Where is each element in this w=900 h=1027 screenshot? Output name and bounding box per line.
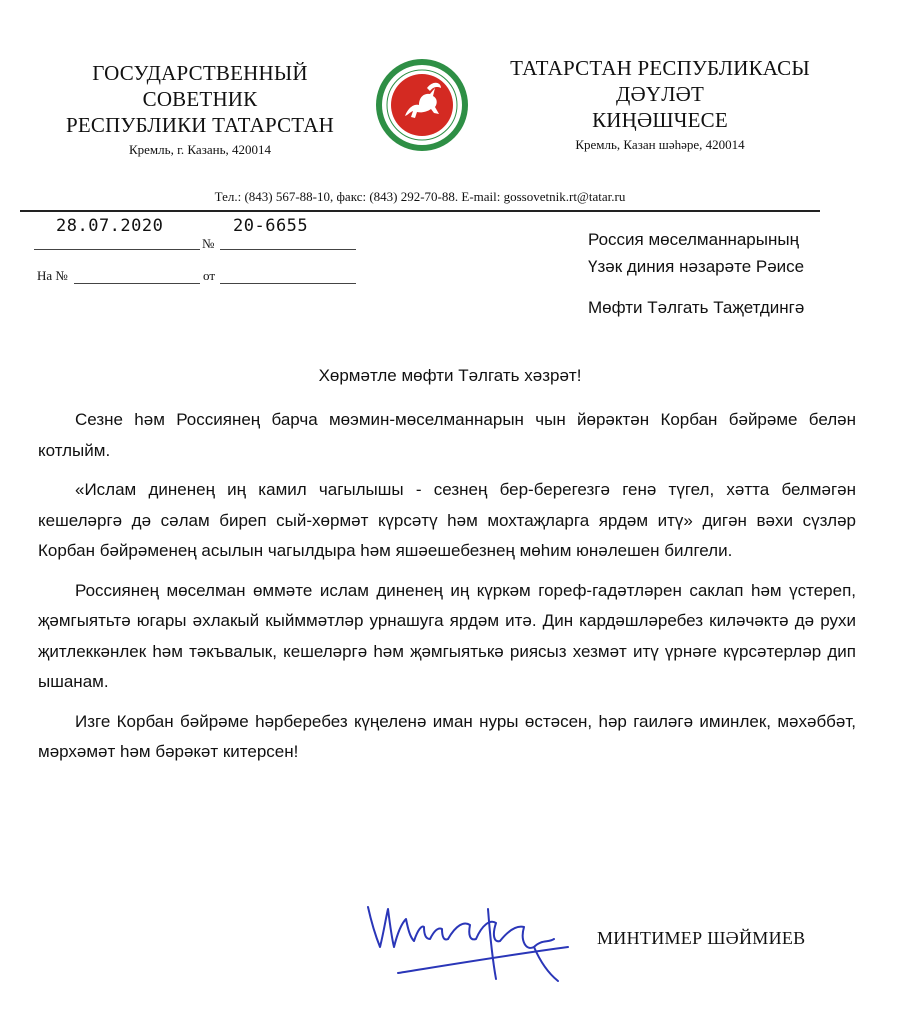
header-divider bbox=[20, 210, 820, 212]
signer-name: МИНТИМЕР ШӘЙМИЕВ bbox=[597, 928, 806, 948]
greeting: Хөрмәтле мөфти Тәлгать хәзрәт! bbox=[318, 366, 582, 385]
addressee-line3: Мөфти Тәлгать Таҗетдингә bbox=[588, 298, 805, 317]
addressee-line2: Үзәк диния нәзарәте Рәисе bbox=[588, 257, 805, 276]
paragraph: «Ислам диненең иң камил чагылышы - сезнең бер-берегезгә генә түгел, хәтта белмәгән кешеләргә дә сәлам биреп сый-хөрмәт күрсәтү һәм мохтаҗларга ярдәм итү» дигән вәхи сүзләр Корбан бәйрәменең асылын чагылдыра һәм яшәешебезнең мөһим юнәлешен билгели. bbox=[38, 480, 856, 560]
org-name-ru-line2: СОВЕТНИК bbox=[142, 87, 258, 111]
org-name-tt-line1: ТАТАРСТАН РЕСПУБЛИКАСЫ bbox=[510, 56, 810, 80]
letterhead-tatar bbox=[480, 55, 840, 153]
org-name-ru-line1: ГОСУДАРСТВЕННЫЙ bbox=[92, 61, 308, 85]
letter-body bbox=[38, 405, 856, 777]
number-underline bbox=[220, 249, 356, 250]
handwritten-signature bbox=[358, 895, 578, 1005]
date-underline bbox=[34, 249, 200, 250]
paragraph: Изге Корбан бәйрәме һәрберебез күңеленә иман нуры өстәсен, һәр гаиләгә иминлек, мәхәббәт, мәрхәмәт һәм бәрәкәт китерсен! bbox=[38, 711, 856, 761]
address-tt: Кремль, Казан шәһәре, 420014 bbox=[575, 137, 745, 152]
addressee-line1: Россия мөселманнарының bbox=[588, 230, 799, 249]
registration-date: 28.07.2020 bbox=[56, 216, 164, 236]
number-label: № bbox=[202, 236, 215, 251]
reference-label: На № bbox=[37, 268, 68, 283]
paragraph: Сезне һәм Россиянең барча мөэмин-мөселманнарын чын йөрәктән Корбан бәйрәме белән котлыйм. bbox=[38, 410, 856, 460]
letterhead-russian bbox=[40, 60, 360, 158]
paragraph: Россиянең мөселман өммәте ислам диненең иң күркәм гореф-гадәтләрен саклап һәм үстереп, җәмгыятьтә югары әхлакый кыйммәтләр урнашуга ярдәм итә. Дин кардәшләребез киләчәктә дә рухи җитлеккәнлек һәм тәкъвалык, кешеләргә һәм җәмгыятькә риясыз хезмәт итү үрнәге күрсәтерләр дип ышанам. bbox=[38, 580, 856, 691]
from-label: от bbox=[203, 268, 216, 283]
address-ru: Кремль, г. Казань, 420014 bbox=[128, 142, 271, 157]
org-name-ru-line3: РЕСПУБЛИКИ ТАТАРСТАН bbox=[65, 113, 335, 137]
org-name-tt-line2: ДӘҮЛӘТ bbox=[615, 82, 705, 106]
org-name-tt-line3: КИҢӘШЧЕСЕ bbox=[592, 108, 728, 132]
contacts-line: Тел.: (843) 567-88-10, факс: (843) 292-70-88. E-mail: gossovetnik.rt@tatar.ru bbox=[214, 189, 626, 204]
reference-underline bbox=[74, 283, 200, 284]
addressee bbox=[588, 226, 804, 321]
from-underline bbox=[220, 283, 356, 284]
registration-number: 20-6655 bbox=[233, 216, 309, 236]
tatarstan-emblem-icon bbox=[375, 58, 469, 152]
